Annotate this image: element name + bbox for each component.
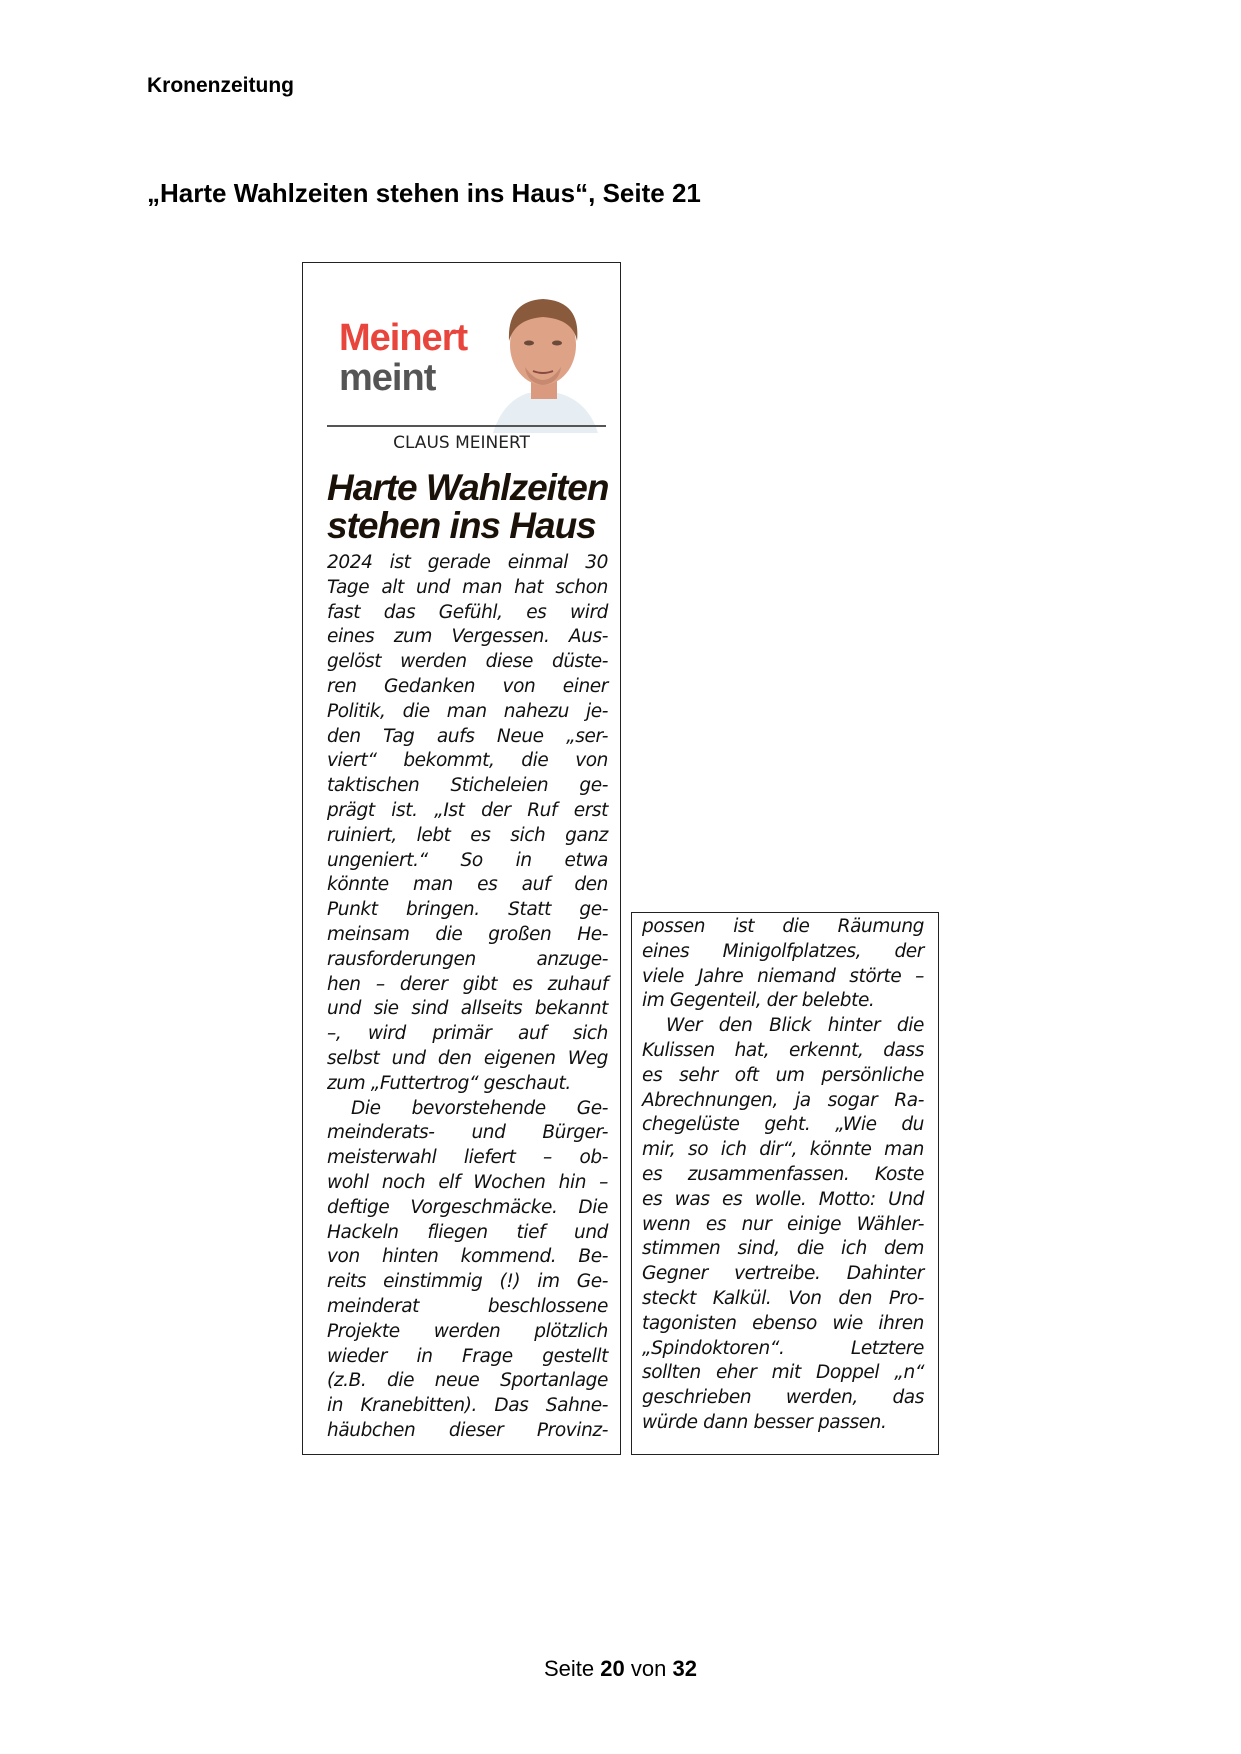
text-line: Die bevorstehende Ge- xyxy=(351,1097,608,1119)
text-line: hen – derer gibt es zuhauf xyxy=(327,973,608,995)
text-line: den Tag aufs Neue „ser- xyxy=(327,725,608,747)
text-line: im Gegenteil, der belebte. xyxy=(642,990,875,1012)
text-line: häubchen dieser Provinz- xyxy=(327,1419,608,1441)
text-line: Hackeln fliegen tief und xyxy=(327,1221,608,1243)
current-page: 20 xyxy=(600,1656,625,1681)
text-line: wenn es nur einige Wähler- xyxy=(642,1213,924,1235)
text-line: Kulissen hat, erkennt, dass xyxy=(642,1039,924,1061)
article-headline xyxy=(327,469,608,545)
text-line: meisterwahl liefert – ob- xyxy=(327,1147,608,1169)
text-line: –, wird primär auf sich xyxy=(327,1023,608,1045)
text-line: von hinten kommend. Be- xyxy=(327,1246,608,1268)
text-line: Wer den Blick hinter die xyxy=(666,1015,924,1037)
text-line: possen ist die Räumung xyxy=(642,916,924,937)
text-line: in Kranebitten). Das Sahne- xyxy=(327,1395,608,1417)
text-line: viert“ bekommt, die von xyxy=(327,750,608,772)
text-line: stimmen sind, die ich dem xyxy=(642,1238,924,1260)
text-line: deftige Vorgeschmäcke. Die xyxy=(327,1196,608,1218)
text-line: ren Gedanken von einer xyxy=(327,675,608,697)
text-line: meinderats- und Bürger- xyxy=(327,1122,608,1144)
text-line: ruiniert, lebt es sich ganz xyxy=(327,824,608,846)
text-line: reits einstimmig (!) im Ge- xyxy=(327,1271,608,1293)
text-line: (z.B. die neue Sportanlage xyxy=(327,1370,608,1392)
article-body-left xyxy=(327,551,608,1444)
text-line: Projekte werden plötzlich xyxy=(327,1320,608,1342)
text-line: eines zum Vergessen. Aus- xyxy=(327,626,608,648)
text-line: selbst und den eigenen Weg xyxy=(327,1047,608,1069)
text-line: steckt Kalkül. Von den Pro- xyxy=(642,1287,924,1309)
author-byline: CLAUS MEINERT xyxy=(393,433,530,453)
headline-line: stehen ins Haus xyxy=(327,505,596,546)
footer-middle: von xyxy=(630,1656,667,1681)
footer-prefix: Seite xyxy=(544,1656,595,1681)
text-line: es zusammenfassen. Koste xyxy=(642,1163,924,1185)
text-line: fast das Gefühl, es wird xyxy=(327,601,608,623)
article-body-right xyxy=(642,915,924,1436)
article-clipping-column-2 xyxy=(631,912,939,1455)
text-line: „Spindoktoren“. Letztere xyxy=(642,1337,924,1359)
text-line: wohl noch elf Wochen hin – xyxy=(327,1171,608,1193)
text-line: Abrechnungen, ja sogar Ra- xyxy=(642,1089,924,1111)
total-pages: 32 xyxy=(672,1656,697,1681)
column-logo xyxy=(339,318,467,398)
text-line: taktischen Sticheleien ge- xyxy=(327,775,608,797)
page-footer xyxy=(0,1656,1241,1682)
text-line: tagonisten ebenso wie ihren xyxy=(642,1312,924,1334)
text-line: wieder in Frage gestellt xyxy=(327,1345,608,1367)
text-line: eines Minigolfplatzes, der xyxy=(642,940,924,962)
text-line: mir, so ich dir“, könnte man xyxy=(642,1139,924,1161)
text-line: zum „Futtertrog“ geschaut. xyxy=(327,1072,571,1094)
text-line: meinderat beschlossene xyxy=(327,1295,608,1317)
header-divider xyxy=(327,425,606,427)
text-line: Tage alt und man hat schon xyxy=(327,576,608,598)
text-line: Gegner vertreibe. Dahinter xyxy=(642,1263,924,1285)
text-line: meinsam die großen He- xyxy=(327,923,608,945)
publication-name: Kronenzeitung xyxy=(147,74,294,97)
text-line: chegelüste geht. „Wie du xyxy=(642,1114,924,1136)
text-line: Punkt bringen. Statt ge- xyxy=(327,899,608,921)
text-line: es sehr oft um persönliche xyxy=(642,1064,924,1086)
column-logo-line2: meint xyxy=(339,357,436,399)
headline-line: Harte Wahlzeiten xyxy=(327,467,609,508)
document-title: „Harte Wahlzeiten stehen ins Haus“, Seite 21 xyxy=(147,178,701,208)
text-line: geschrieben werden, das xyxy=(642,1387,924,1409)
text-line: gelöst werden diese düste- xyxy=(327,651,608,673)
text-line: rausforderungen anzuge- xyxy=(327,948,608,970)
text-line: Politik, die man nahezu je- xyxy=(327,700,608,722)
text-line: prägt ist. „Ist der Ruf erst xyxy=(327,799,608,821)
text-line: es was es wolle. Motto: Und xyxy=(642,1188,924,1210)
text-line: könnte man es auf den xyxy=(327,874,608,896)
article-clipping-column-1 xyxy=(302,262,621,1455)
text-line: sollten eher mit Doppel „n“ xyxy=(642,1362,924,1384)
author-photo xyxy=(483,283,603,433)
text-line: ungeniert.“ So in etwa xyxy=(327,849,608,871)
column-logo-line1: Meinert xyxy=(339,317,468,359)
text-line: 2024 ist gerade einmal 30 xyxy=(327,552,608,573)
text-line: und sie sind allseits bekannt xyxy=(327,998,608,1020)
text-line: viele Jahre niemand störte – xyxy=(642,965,924,987)
text-line: würde dann besser passen. xyxy=(642,1411,887,1433)
